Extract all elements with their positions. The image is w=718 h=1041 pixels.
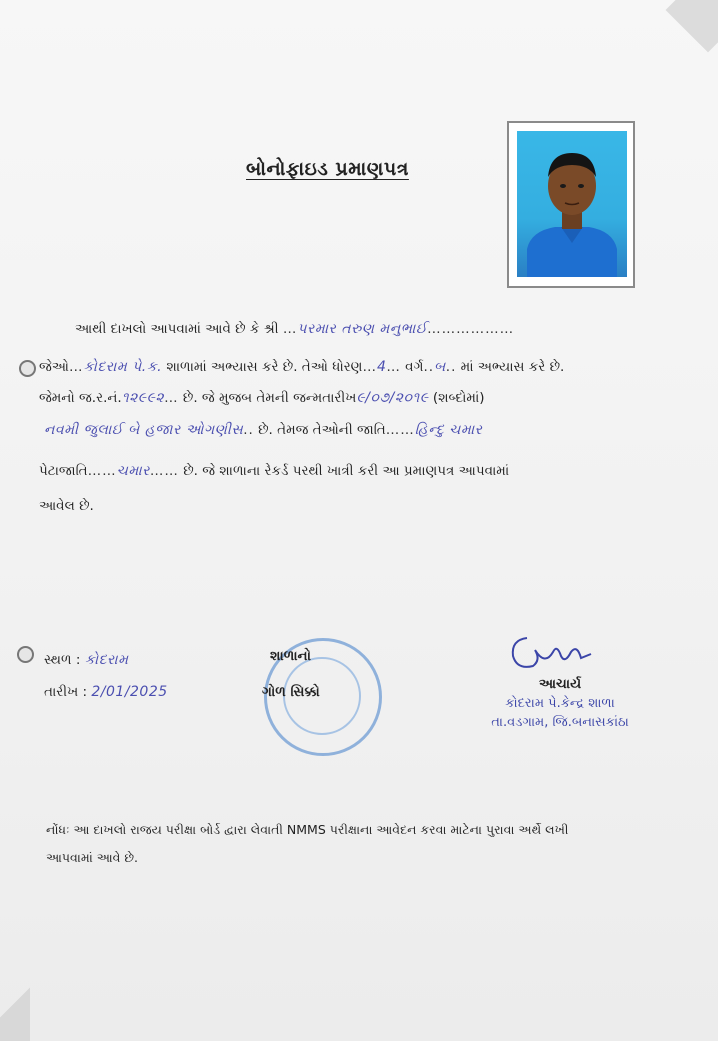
line3-prefix: જેમનો જ.ર.નં.	[39, 390, 122, 406]
place-line	[44, 652, 128, 668]
line3-mid: છે. જે મુજબ તેમની જન્મતારીખ	[182, 390, 357, 406]
principal-location: તા.વડગામ, જિ.બનાસકાંઠા	[491, 715, 629, 730]
line-6: આવેલ છે.	[39, 498, 94, 514]
line5-prefix: પેટાજાતિ	[39, 463, 88, 479]
school-name: કોદરામ પે.ક.	[83, 359, 163, 375]
student-portrait-icon	[517, 131, 627, 277]
line3-suffix: (શબ્દોમાં)	[432, 390, 485, 406]
register-number: ૧૨૯૯૨	[121, 390, 165, 406]
line-3: જેમનો જ.ર.નં.૧૨૯૯૨… છે. જે મુજબ તેમની જન્મતારીખ૯/૦૭/૨૦૧૯ (શબ્દોમાં)	[39, 390, 485, 406]
place-label: સ્થળ :	[44, 652, 81, 668]
division: બ	[434, 359, 446, 375]
date-line	[44, 684, 168, 700]
line4-mid: છે. તેમજ તેઓની જાતિ	[258, 422, 386, 438]
student-photo	[507, 121, 635, 288]
note-line-2: આપવામાં આવે છે.	[46, 850, 139, 865]
sub-caste: ચમાર	[116, 463, 150, 479]
principal-title: આચાર્ય	[538, 676, 582, 692]
line-5: પેટાજાતિ……ચમાર…… છે. જે શાળાના રેકર્ડ પરથી ખાત્રી કરી આ પ્રમાણપત્ર આપવામાં	[39, 463, 510, 479]
birth-date: ૯/૦૭/૨૦૧૯	[356, 390, 429, 406]
class-label: વર્ગ	[405, 359, 424, 375]
photo-image	[517, 131, 627, 277]
principal-school: કોદરામ પે.કેન્દ્ર શાળા	[505, 696, 615, 711]
torn-corner	[0, 981, 30, 1041]
punch-hole	[19, 360, 36, 377]
seal-label-1: શાળાનો	[270, 648, 311, 664]
standard: 4	[376, 359, 387, 375]
student-name: પરમાર તરુણ મનુભાઈ	[297, 321, 428, 337]
principal-block	[480, 676, 640, 730]
line2-prefix: જેઓ	[39, 359, 69, 375]
principal-signature-icon	[505, 630, 595, 680]
note: નોંધઃ આ દાખલો રાજય પરીક્ષા બોર્ડ દ્વારા લેવાતી NMMS પરીક્ષાના આવેદન કરવા માટેના પુરાવા અર્થે લખી	[46, 822, 569, 837]
line-4: નવમી જુલાઈ બે હજાર ઓગણીસ.. છે. તેમજ તેઓની જાતિ……હિન્દુ ચમાર	[44, 422, 483, 438]
place-value: કોદરામ	[84, 652, 129, 668]
date-value: 2/01/2025	[91, 684, 168, 700]
line2-mid: શાળામાં અભ્યાસ કરે છે. તેઓ ધોરણ	[166, 359, 363, 375]
date-label: તારીખ :	[44, 684, 88, 700]
folded-corner	[666, 0, 718, 52]
line-1: આથી દાખલો આપવામાં આવે છે કે શ્રી …પરમાર તરુણ મનુભાઈ………………	[75, 321, 515, 337]
line1-prefix: આથી દાખલો આપવામાં આવે છે કે શ્રી	[75, 321, 279, 337]
birth-date-words: નવમી જુલાઈ બે હજાર ઓગણીસ	[44, 422, 244, 438]
certificate-title: બોનોફાઇડ પ્રમાણપત્ર	[246, 158, 409, 180]
line-2: જેઓ…કોદરામ પે.ક. શાળામાં અભ્યાસ કરે છે. તેઓ ધોરણ…4… વર્ગ..બ.. માં અભ્યાસ કરે છે.	[39, 359, 565, 375]
punch-hole	[17, 646, 34, 663]
caste: હિન્દુ ચમાર	[414, 422, 483, 438]
seal-label-2: ગોળ સિક્કો	[262, 684, 320, 700]
line2-suffix: માં અભ્યાસ કરે છે.	[460, 359, 565, 375]
line5-suffix: છે. જે શાળાના રેકર્ડ પરથી ખાત્રી કરી આ પ્રમાણપત્ર આપવામાં	[183, 463, 510, 479]
